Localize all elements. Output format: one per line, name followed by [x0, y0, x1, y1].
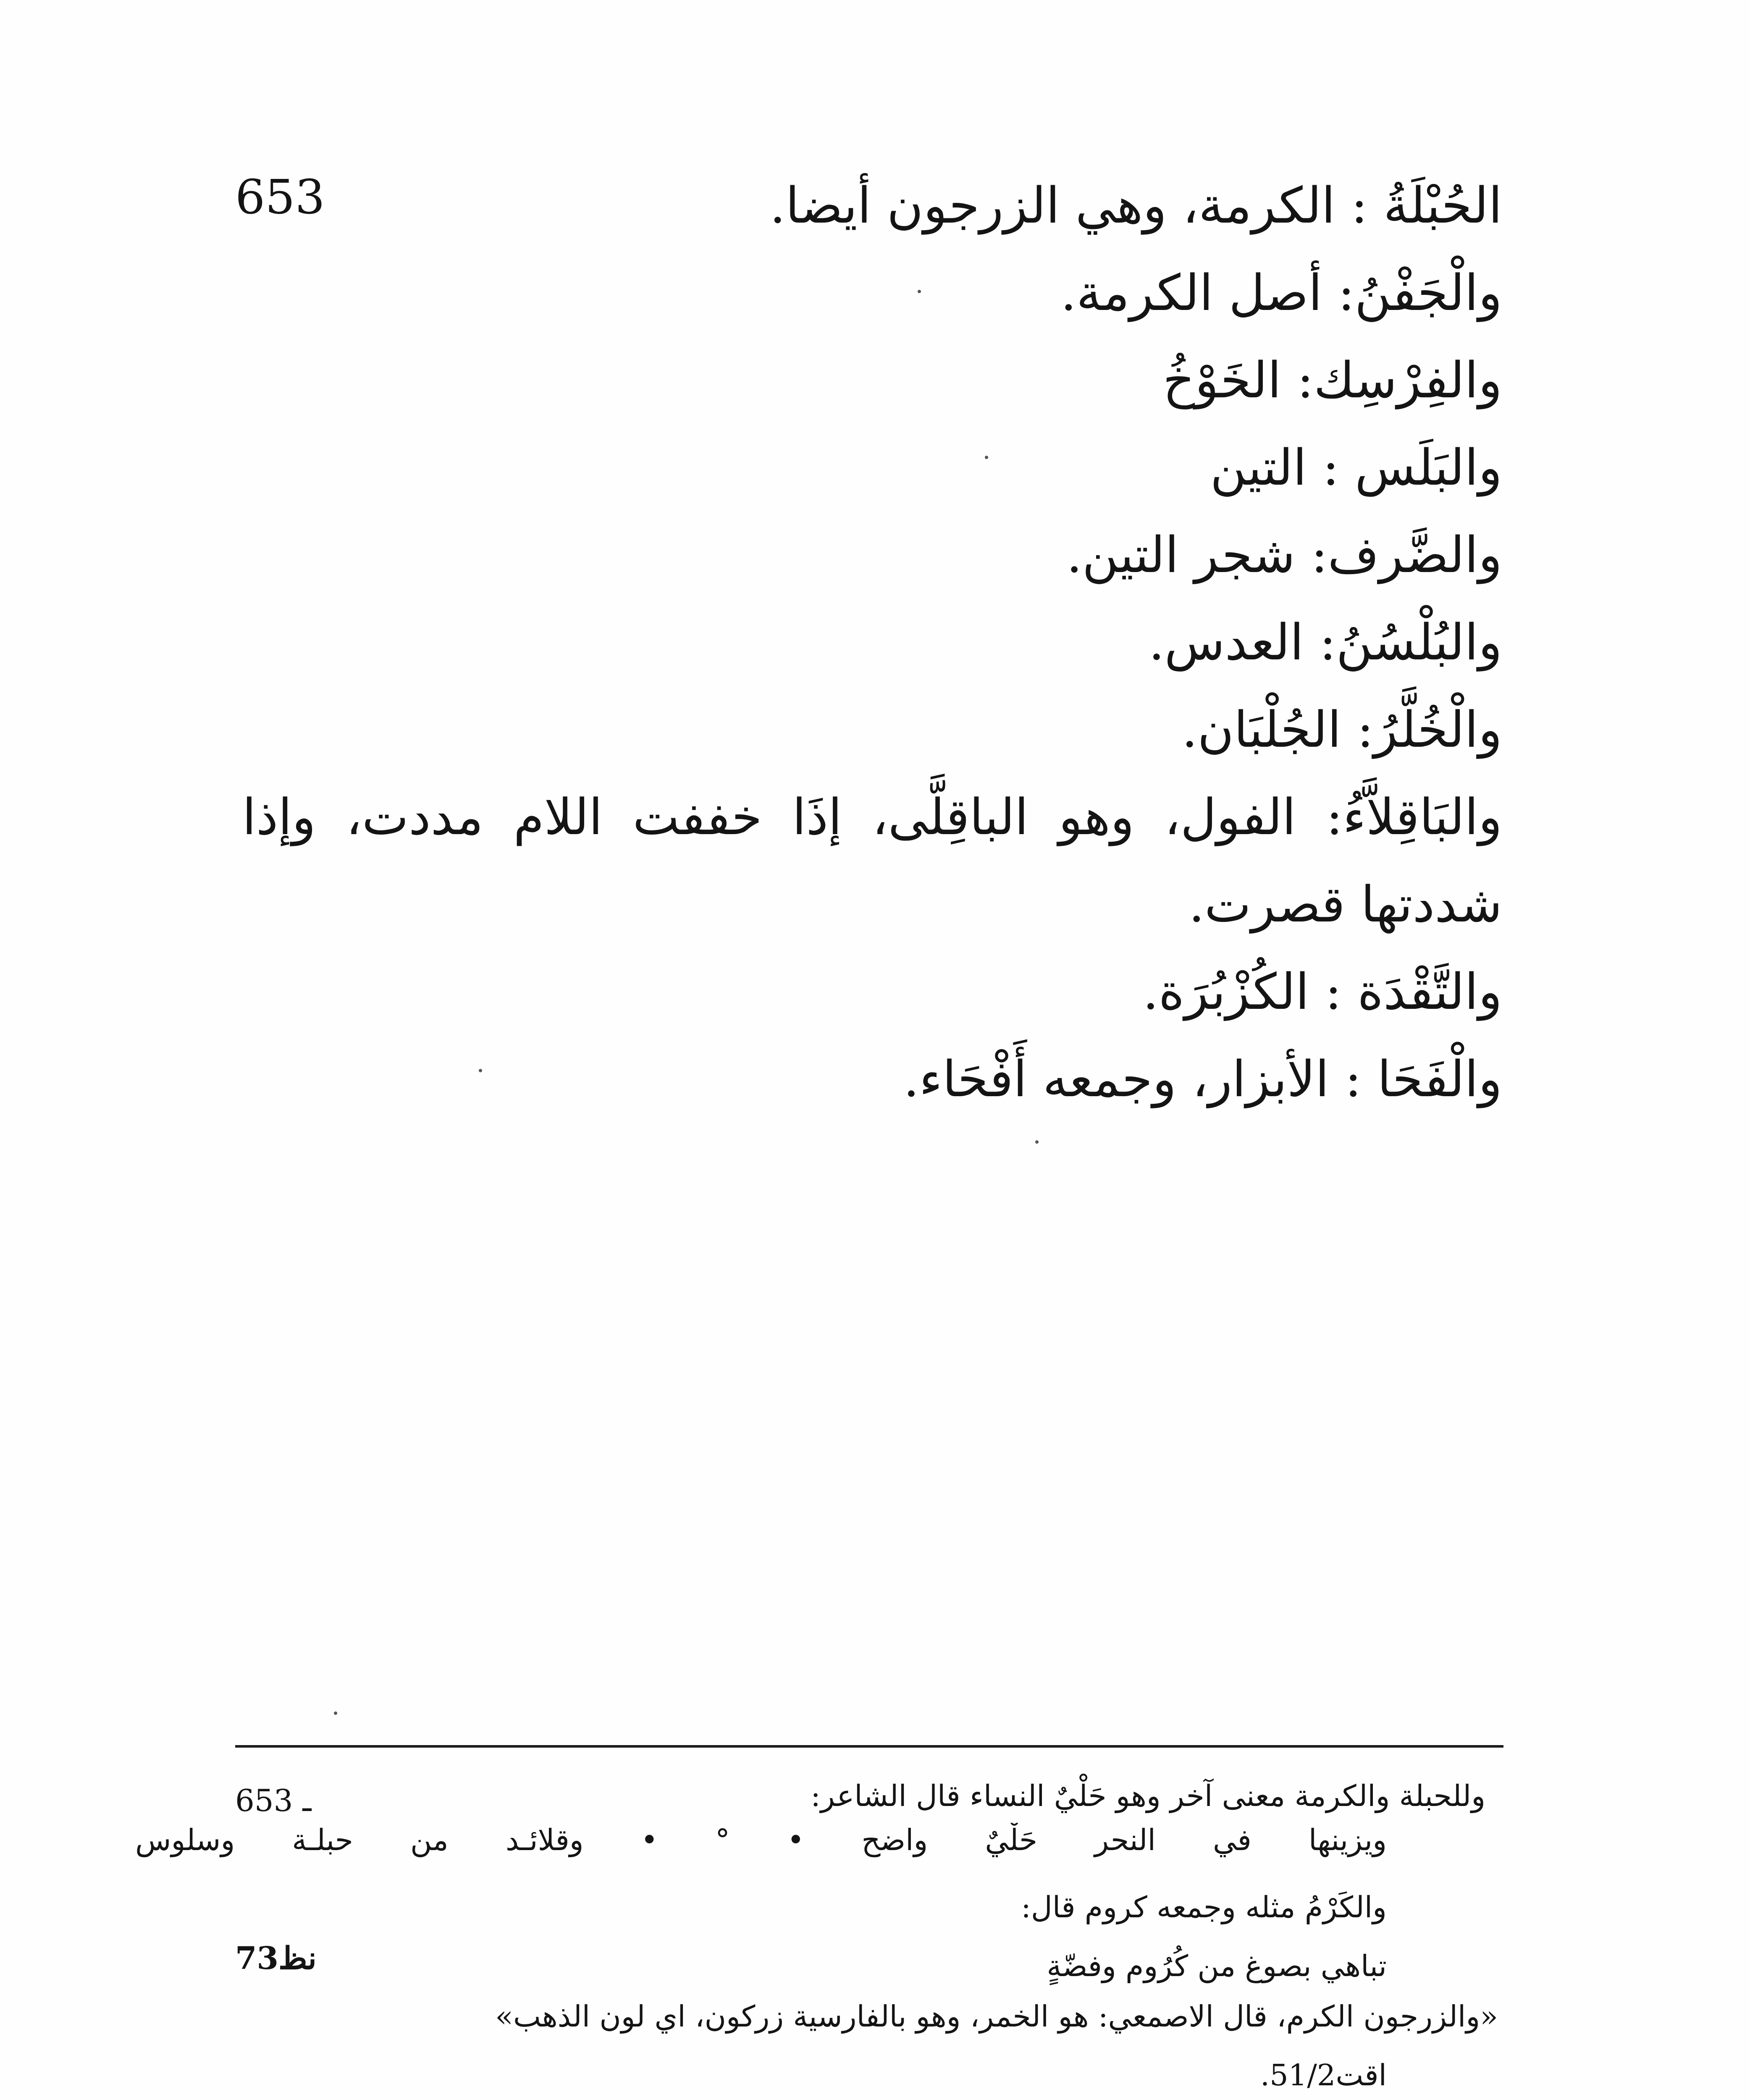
entry-balas: والبَلَس : التين [1210, 438, 1502, 496]
scan-speck [1035, 1140, 1039, 1144]
footnote-verse: تباهي بصوغ من كُرُوم وفضّةٍ [1047, 1949, 1387, 1983]
entry-darf: والضَّرف: شجر التين. [1066, 526, 1502, 584]
entry-jafn: والْجَفْنُ: أصل الكرمة. [1060, 264, 1502, 322]
entry-faha: والْفَحَا : الأبزار، وجمعه أَفْحَاء. [903, 1050, 1502, 1108]
footnote-line: «والزرجون الكرم، قال الاصمعي: هو الخمر، وهو بالفارسية زركون، اي لون الذهب» [495, 1999, 1498, 2034]
scan-speck [985, 456, 988, 459]
scan-speck [479, 1069, 482, 1072]
scan-speck [334, 1712, 337, 1715]
scan-speck [918, 290, 921, 293]
footnote-line: وللحبلة والكرمة معنى آخر وهو حَلْيٌ النساء قال الشاعر: [811, 1779, 1485, 1813]
entry-firsik: والفِرْسِك: الخَوْخُ [1162, 351, 1502, 409]
section-number: 653 [235, 170, 325, 225]
entry-khullar: والْخُلَّرُ: الجُلْبَان. [1181, 701, 1502, 759]
side-reference: نظ73 [235, 1940, 317, 1977]
footnote-line: والكَرْمُ مثله وجمعه كروم قال: [1021, 1890, 1387, 1924]
footnote-number: 653 ـ [235, 1783, 312, 1818]
entry-bulsun: والبُلْسُنُ: العدس. [1149, 613, 1502, 671]
entry-hubla: الحُبْلَةُ : الكرمة، وهي الزرجون أيضا. [769, 176, 1502, 234]
entry-baqilla: والبَاقِلاَّءُ: الفول، وهو الباقِلَّى، إذَا خففت اللام مددت، وإذا شددتها قصرت. [242, 788, 1502, 933]
footnote-separator [235, 1745, 1503, 1748]
glossary-entries [242, 162, 1502, 1123]
footnote-line: اقت51/2. [1260, 2058, 1387, 2092]
entry-taqda: والتَّقْدَة : الكُزْبُرَة. [1143, 963, 1502, 1021]
footnote-verse: ويزينها في النحر حَلْيٌ واضح • ° • وقلائـد من حبلـة وسلوس [135, 1823, 1387, 1857]
